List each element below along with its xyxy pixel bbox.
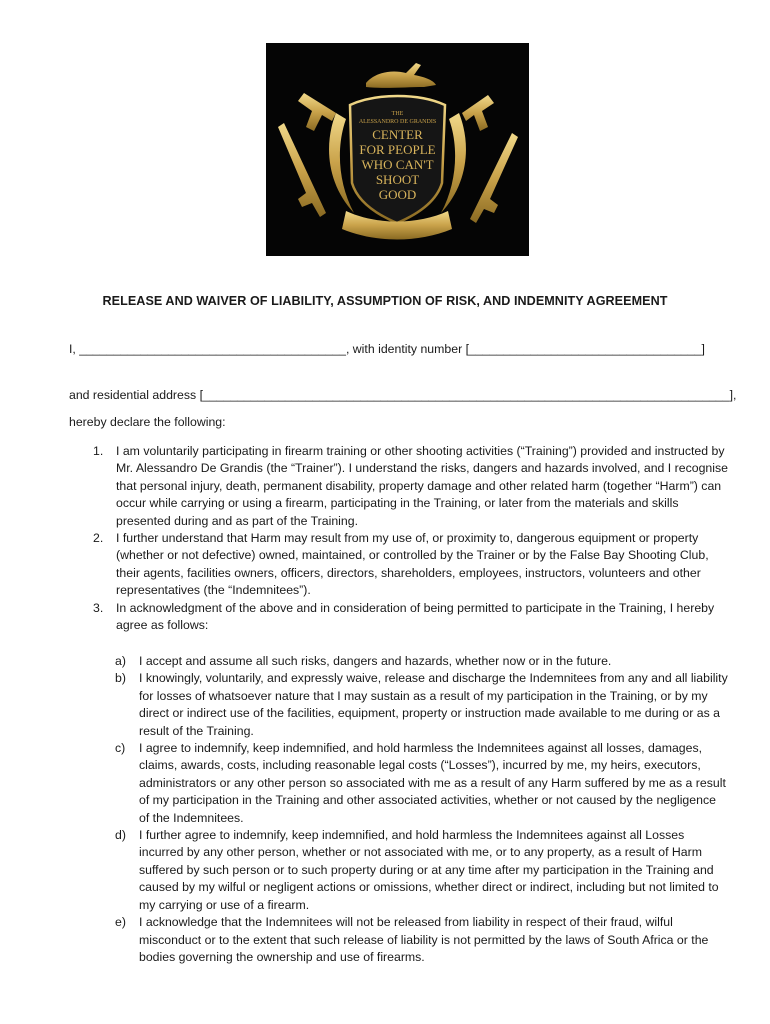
list-item [69, 740, 729, 827]
clause-number: 2. [93, 531, 104, 546]
list-item [69, 827, 729, 914]
logo-line7: GOOD [378, 187, 417, 202]
name-identity-line: I, _______________________________________, with identity number [__________________________________] [69, 342, 705, 356]
subclauses-list [69, 653, 729, 966]
clause-number: 3. [93, 600, 104, 615]
logo-line5: WHO CAN'T [361, 157, 434, 172]
pistol-icon [462, 95, 494, 131]
clause-number: 1. [93, 444, 104, 458]
list-item [69, 530, 729, 600]
list-item [69, 914, 729, 966]
logo-line1: THE [391, 111, 404, 117]
declaration-line: hereby declare the following: [69, 415, 226, 429]
list-item [69, 653, 729, 670]
subclause-letter: d) [115, 828, 126, 843]
subclause-letter: e) [115, 915, 126, 930]
logo-emblem [266, 43, 529, 256]
subclause-text: I knowingly, voluntarily, and expressly waive, release and discharge the Indemnitees from any and all liability for losses of whatsoever nature that I may sustain as a result of my participation in the Training, or by my direct or indirect use of the facilities, equipment, property or instruction made available to me during or as a result of the Training. [139, 671, 728, 738]
rifle-icon [470, 133, 518, 223]
logo-line3: CENTER [372, 127, 423, 142]
clause-text: I further understand that Harm may result from my use of, or proximity to, dangerous equipment or property (whether or not defective) owned, maintained, or controlled by the Trainer or by the False Bay Shooting Club, their agents, facilities owners, officers, directors, shareholders, employees, instructors, volunteers and other representatives (the “Indemnitees”). [116, 531, 709, 598]
clauses-list [69, 443, 729, 634]
clause-text: I am voluntarily participating in firearm training or other shooting activities (“Training”) provided and instructed by Mr. Alessandro De Grandis (the “Trainer”). I understand the risks, dangers and hazards involved, and I recognise that personal injury, death, permanent disability, property damage and other related harm (together “Harm”) can occur while carrying or using a firearm, participating in the Training, or later from the materials and skills presented during and as part of the Training. [116, 444, 728, 528]
list-item [69, 670, 729, 740]
document-title: RELEASE AND WAIVER OF LIABILITY, ASSUMPTION OF RISK, AND INDEMNITY AGREEMENT [102, 294, 668, 308]
rabbit-icon [366, 63, 436, 88]
subclause-text: I agree to indemnify, keep indemnified, and hold harmless the Indemnitees against all losses, damages, claims, awards, costs, including reasonable legal costs (“Losses”), incurred by me, my heirs, executors, administrators or any other person so associated with me as a result of any Harm suffered by me as a result of my participation in the Training and other associated activities, whether or not caused by the negligence of the Indemnitees. [139, 741, 726, 825]
pistol-icon [298, 93, 336, 131]
rifle-icon [278, 123, 326, 217]
logo-line6: SHOOT [375, 172, 420, 187]
subclause-text: I further agree to indemnify, keep indemnified, and hold harmless the Indemnitees against all Losses incurred by any other person, whether or not associated with me, or to any property, as a result of Harm suffered by such person or to such property during or at any time after my participation in the Training and caused by my wilful or negligent actions or omissions, whether direct or indirect, including but not limited to my carrying or use of a firearm. [139, 828, 719, 912]
address-line: and residential address [_____________________________________________________________________________], [69, 388, 737, 402]
center-logo [266, 43, 529, 256]
clause-text: In acknowledgment of the above and in consideration of being permitted to participate in the Training, I hereby agree as follows: [116, 600, 715, 633]
logo-line2: ALESSANDRO DE GRANDIS [358, 119, 437, 125]
logo-line4: FOR PEOPLE [359, 142, 436, 157]
subclause-text: I acknowledge that the Indemnitees will not be released from liability in respect of their fraud, wilful misconduct or to the extent that such release of liability is not permitted by the laws of South Africa or the bodies governing the ownership and use of firearms. [139, 915, 709, 964]
subclause-letter: a) [115, 654, 126, 668]
list-item [69, 443, 729, 530]
list-item [69, 600, 729, 635]
subclause-letter: c) [115, 741, 126, 756]
subclause-text: I accept and assume all such risks, dangers and hazards, whether now or in the future. [139, 654, 612, 668]
subclause-letter: b) [115, 671, 126, 686]
